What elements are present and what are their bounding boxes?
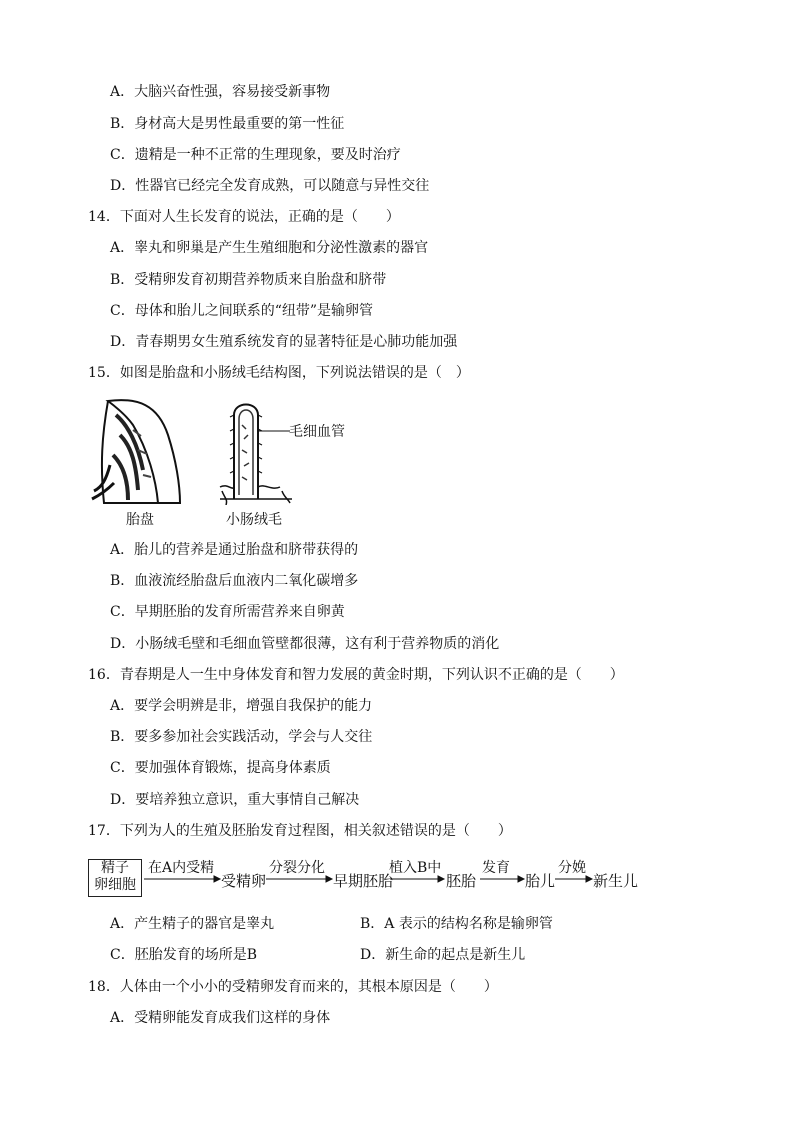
egg-label: 卵细胞 — [94, 877, 136, 893]
q18-option-a: A．受精卵能发育成我们这样的身体 — [110, 1010, 331, 1026]
q16-stem: 16．青春期是人一生中身体发育和智力发展的黄金时期，下列认识不正确的是（ ） — [88, 667, 624, 683]
q16-option-b: B．要多参加社会实践活动，学会与人交往 — [110, 729, 373, 745]
q13-option-a: A．大脑兴奋性强，容易接受新事物 — [110, 84, 331, 100]
q15-option-b: B．血液流经胎盘后血液内二氧化碳增多 — [110, 573, 359, 589]
reproduction-flow-diagram — [88, 857, 648, 899]
arrow-label-birth: 分娩 — [558, 860, 586, 876]
placenta-label: 胎盘 — [126, 512, 154, 528]
q15-option-a: A．胎儿的营养是通过胎盘和脐带获得的 — [110, 542, 359, 558]
q17-stem: 17．下列为人的生殖及胚胎发育过程图，相关叙述错误的是（ ） — [88, 823, 512, 839]
arrow-label-implant: 植入B中 — [389, 860, 442, 876]
arrow-label-divide: 分裂分化 — [269, 860, 325, 876]
q14-stem: 14．下面对人生长发育的说法，正确的是（ ） — [88, 209, 400, 225]
villus-figure — [218, 395, 298, 505]
q15-stem: 15．如图是胎盘和小肠绒毛结构图，下列说法错误的是（ ） — [88, 365, 470, 381]
sperm-label: 精子 — [101, 860, 129, 876]
q14-option-c: C．母体和胎儿之间联系的“纽带”是输卵管 — [110, 303, 374, 319]
q18-stem: 18．人体由一个小小的受精卵发育而来的，其根本原因是（ ） — [88, 979, 498, 995]
q13-option-b: B．身材高大是男性最重要的第一性征 — [110, 116, 345, 132]
node-zygote: 受精卵 — [221, 872, 267, 890]
q14-option-a: A．睾丸和卵巢是产生生殖细胞和分泌性激素的器官 — [110, 240, 429, 256]
q16-option-a: A．要学会明辨是非，增强自我保护的能力 — [110, 698, 373, 714]
node-embryo: 胚胎 — [446, 872, 477, 890]
q14-option-d: D．青春期男女生殖系统发育的显著特征是心肺功能加强 — [110, 334, 458, 350]
q17-option-c: C．胚胎发育的场所是B — [110, 947, 257, 963]
sperm-egg-box — [88, 859, 142, 897]
placenta-figure — [88, 395, 188, 507]
arrow-label-develop: 发育 — [482, 860, 510, 876]
capillary-label: 毛细血管 — [289, 424, 345, 440]
arrow-label-fertilize: 在A内受精 — [148, 860, 215, 876]
q16-option-c: C．要加强体育锻炼，提高身体素质 — [110, 760, 331, 776]
node-early-embryo: 早期胚胎 — [333, 872, 394, 890]
q16-option-d: D．要培养独立意识，重大事情自己解决 — [110, 792, 360, 808]
q14-option-b: B．受精卵发育初期营养物质来自胎盘和脐带 — [110, 272, 387, 288]
villus-label: 小肠绒毛 — [226, 512, 282, 528]
q17-option-b: B．A 表示的结构名称是输卵管 — [360, 916, 553, 932]
q15-option-c: C．早期胚胎的发育所需营养来自卵黄 — [110, 604, 345, 620]
q13-option-d: D．性器官已经完全发育成熟，可以随意与异性交往 — [110, 178, 430, 194]
node-newborn: 新生儿 — [593, 872, 639, 890]
node-fetus: 胎儿 — [525, 872, 556, 890]
q17-option-d: D．新生命的起点是新生儿 — [360, 947, 526, 963]
q17-option-a: A．产生精子的器官是睾丸 — [110, 916, 275, 932]
q13-option-c: C．遗精是一种不正常的生理现象，要及时治疗 — [110, 147, 401, 163]
q15-option-d: D．小肠绒毛壁和毛细血管壁都很薄，这有利于营养物质的消化 — [110, 636, 500, 652]
